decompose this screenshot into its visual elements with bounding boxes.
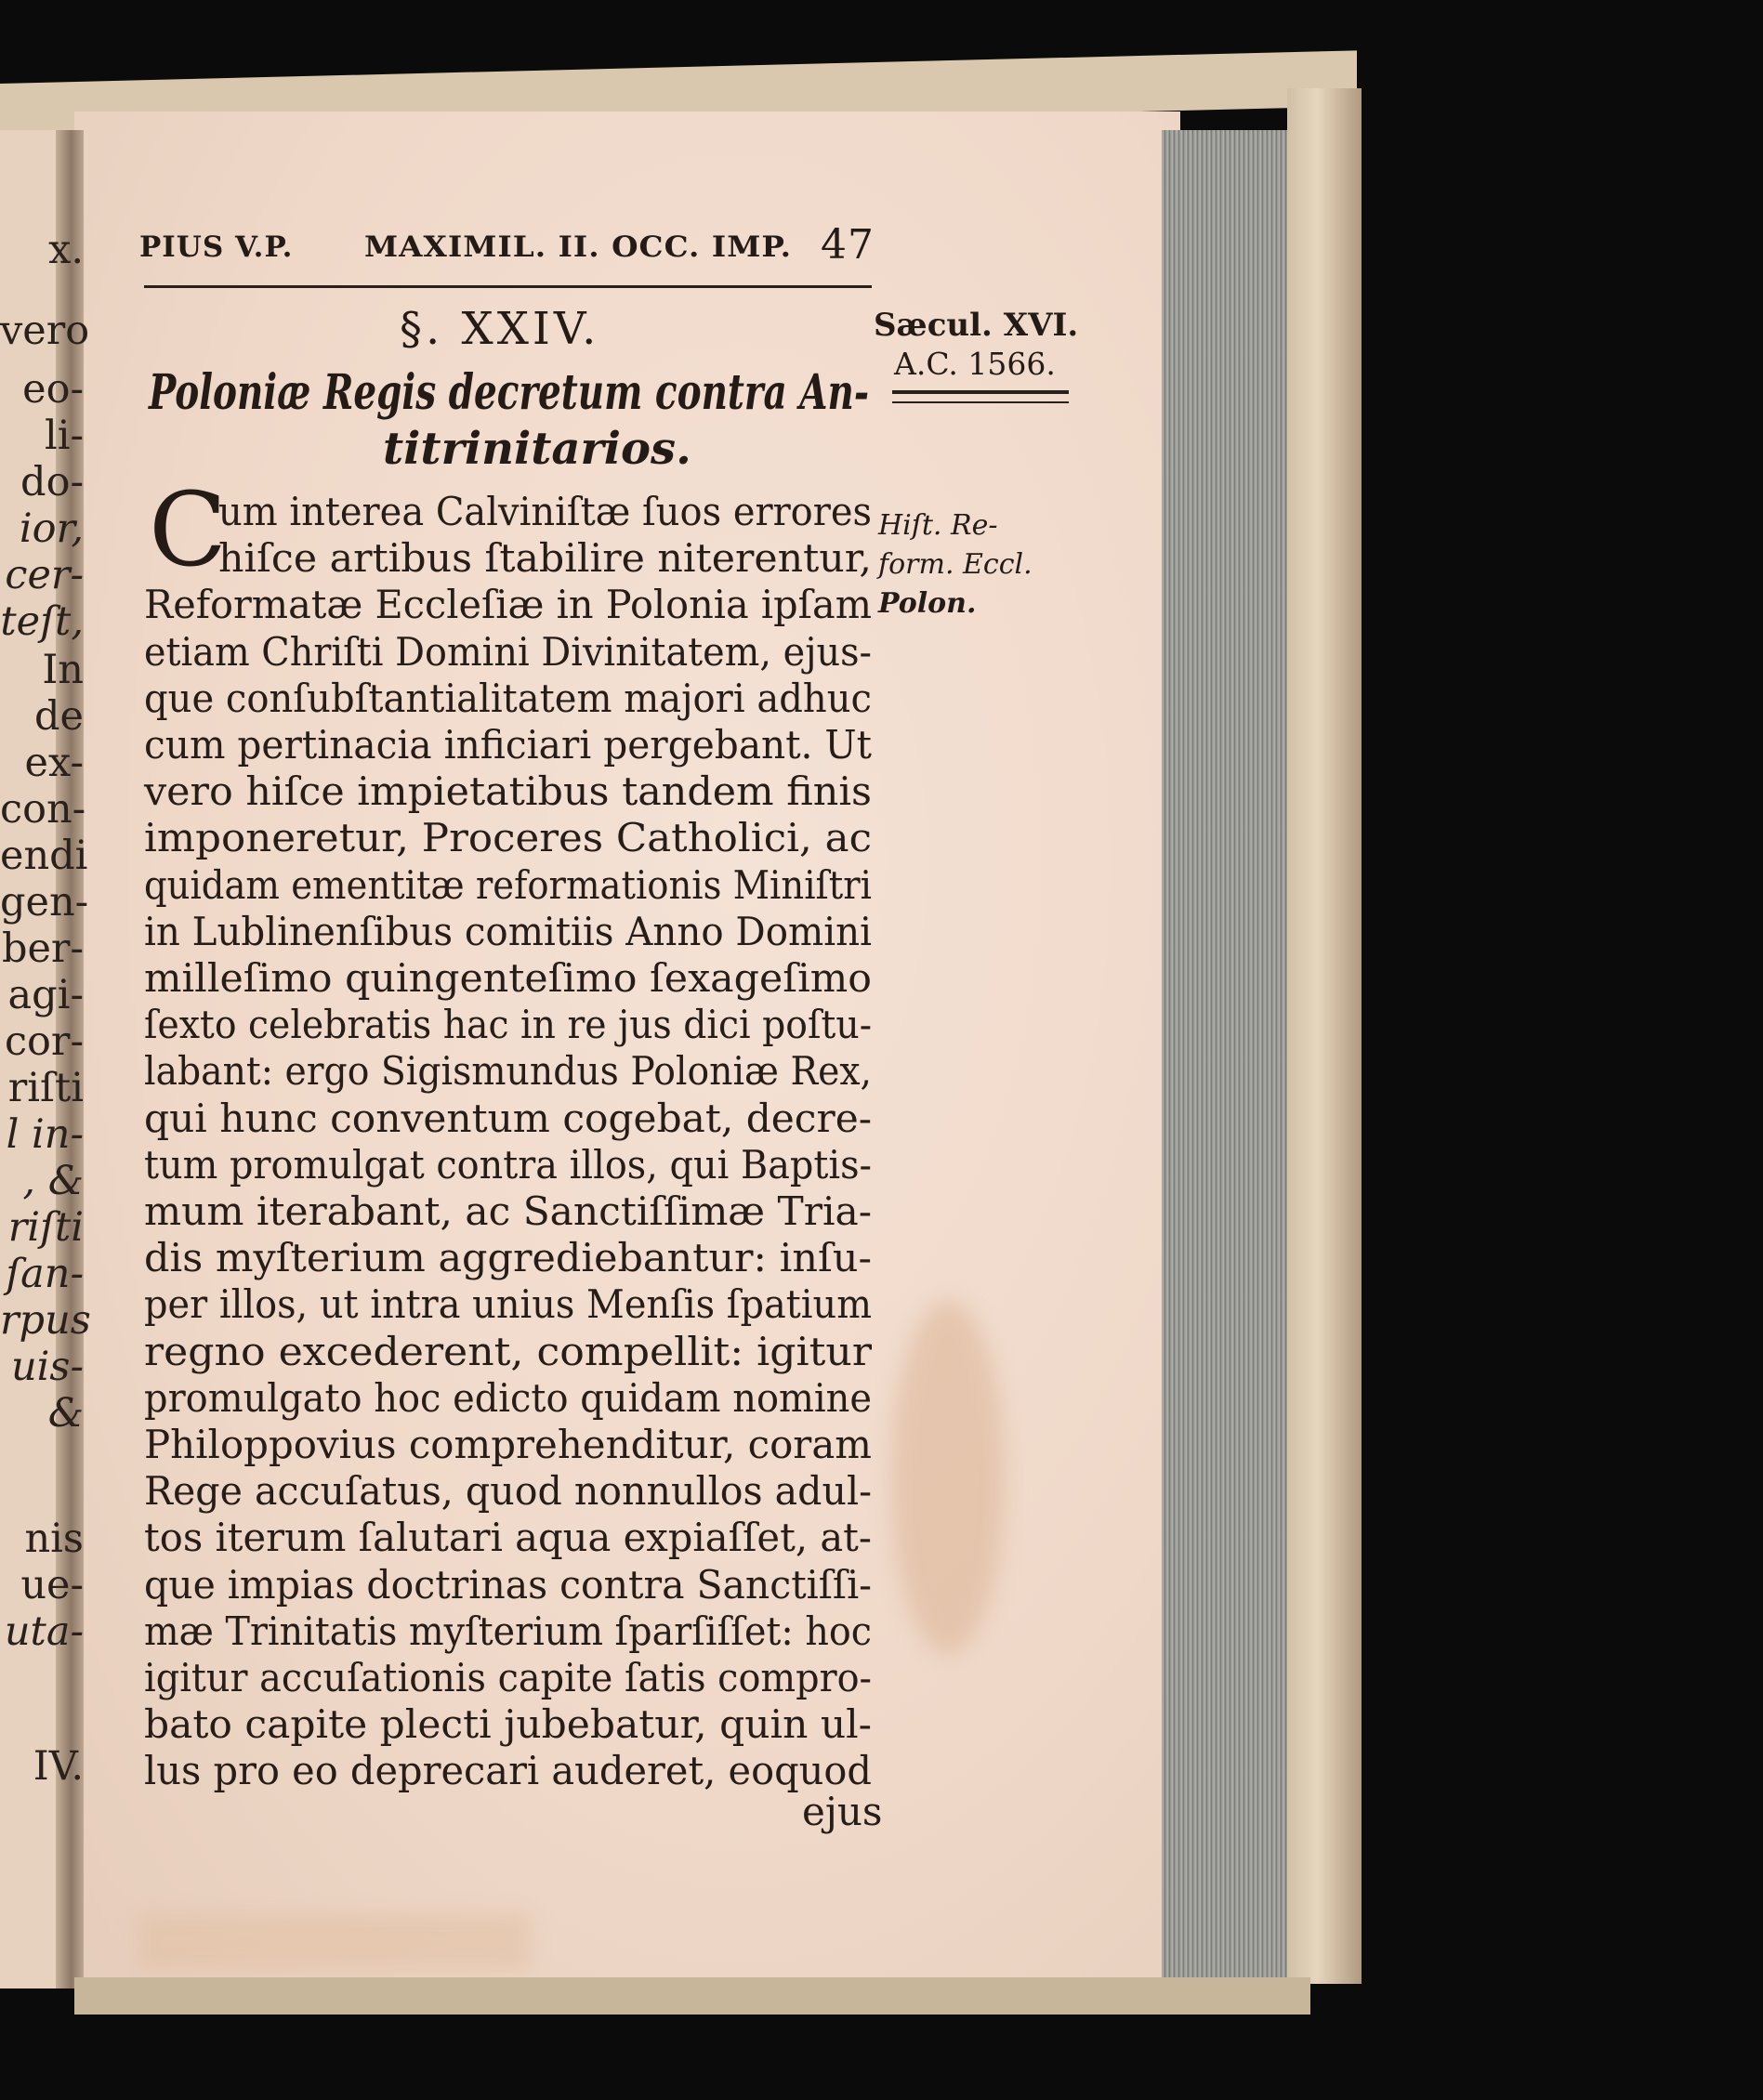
body-line: mæ Trinitatis myſterium ſparſiſſet: hoc [144,1608,872,1654]
body-line: quidam ementitæ reformationis Miniſtri [144,861,872,908]
left-page-fragment: ex- [24,740,84,786]
body-line: labant: ergo Sigismundus Poloniæ Rex, [144,1048,872,1095]
body-line: regno excederent, compellit: igitur [144,1328,872,1374]
left-page-fragment: nis [24,1516,84,1562]
book-cover-edge [1287,88,1362,1984]
margin-note: Polon. [878,587,977,620]
body-line: qui hunc conventum cogebat, decre- [144,1095,872,1141]
body-line: Reformatæ Eccleſiæ in Polonia ipſam [144,582,872,628]
margin-rule [892,390,1069,394]
page-number: 47 [821,221,875,269]
book-cover-bottom [74,1977,1310,2015]
left-page-fragment: , & [22,1158,84,1204]
section-title-line2: titrinitarios. [383,423,691,475]
paper-stain [892,1301,1004,1654]
left-page-fragment: cor- [4,1018,84,1065]
left-page-fragment: vero [0,308,90,354]
left-page-fragment: endi [0,833,88,879]
body-line: milleſimo quingenteſimo ſexageſimo [144,955,872,1001]
body-line: vero hiſce impietatibus tandem finis [144,768,873,815]
left-page-fragment: li- [44,413,84,459]
body-line: um interea Calviniſtæ ſuos errores [218,489,872,534]
drop-cap: C [149,470,228,589]
left-page-fragment: teſt, [0,598,84,645]
header-rule [144,285,872,288]
left-page-fragment: ue- [20,1562,84,1608]
body-line: igitur accuſationis capite ſatis compro- [144,1655,872,1700]
body-line: hiſce artibus ſtabilire niterentur, [218,535,873,582]
left-page-fragment: rpus [0,1297,91,1344]
body-line: bato capite plecti jubebatur, quin ul- [144,1701,872,1748]
section-number: §. XXIV. [400,303,600,355]
left-page-fragment: con- [0,786,86,833]
body-line: Rege accuſatus, quod nonnullos adul- [144,1468,872,1515]
margin-rule [892,401,1069,403]
running-head-left: PIUS V.P. [139,230,294,264]
body-line: promulgato hoc edicto quidam nomine [144,1374,872,1421]
left-page-fragment: x. [48,227,84,273]
body-line: in Lublinenſibus comitiis Anno Domini [144,908,872,954]
left-page-fragment: In [42,647,84,693]
catchword: ejus [802,1789,883,1834]
body-line: cum pertinacia inficiari pergebant. Ut [144,722,872,768]
paper-stain [139,1914,530,1970]
body-line: imponeretur, Proceres Catholici, ac [144,815,872,861]
body-line: que conſubſtantialitatem majori adhuc [144,675,872,721]
body-line: tos iterum ſalutari aqua expiaſſet, at- [144,1515,872,1561]
left-page-fragment: l in- [6,1111,84,1158]
left-page-fragment: gen- [0,879,89,925]
body-line: per illos, ut intra unius Menſis ſpatium [144,1281,872,1328]
left-page-fragment: riſti [7,1065,84,1111]
body-line: lus pro eo deprecari auderet, eoquod [144,1748,872,1794]
body-line: dis myſterium aggrediebantur: inſu- [144,1235,872,1281]
page-edges [1162,130,1292,1979]
margin-saeculum: Sæcul. XVI. [874,307,1079,344]
left-page-fragment: ſan- [6,1251,84,1297]
body-line: ſexto celebratis hac in re jus dici poſtu- [144,1002,872,1048]
body-line: mum iterabant, ac Sanctiſſimæ Tria- [144,1188,872,1234]
left-page-fragment: do- [20,459,84,505]
left-page-fragment: de [34,693,84,740]
left-page-fragment: uis- [10,1344,84,1390]
left-page-fragment: & [47,1390,84,1437]
body-line: etiam Chriſti Domini Divinitatem, ejus- [144,628,872,675]
left-page-fragment: uta- [4,1608,84,1655]
left-page-fragment: cer- [5,552,84,598]
section-title-line1: Poloniæ Regis decretum contra An- [149,364,869,421]
running-head-center: MAXIMIL. II. OCC. IMP. [364,230,792,264]
left-page-fragment: ior, [19,505,84,552]
left-page-fragment: agi- [7,972,84,1018]
left-page-fragment: riſti [7,1204,84,1251]
left-page-fragment: IV. [33,1743,84,1790]
margin-year: A.C. 1566. [894,346,1056,382]
margin-note: form. Eccl. [878,548,1033,581]
body-line: tum promulgat contra illos, qui Baptis- [144,1141,872,1188]
margin-note: Hiſt. Re- [878,509,998,542]
body-line: Philoppovius comprehenditur, coram [144,1422,872,1467]
left-page-fragment: eo- [22,366,84,413]
body-line: que impias doctrinas contra Sanctiſſi- [144,1561,872,1608]
left-page-fragment: ber- [1,925,84,972]
